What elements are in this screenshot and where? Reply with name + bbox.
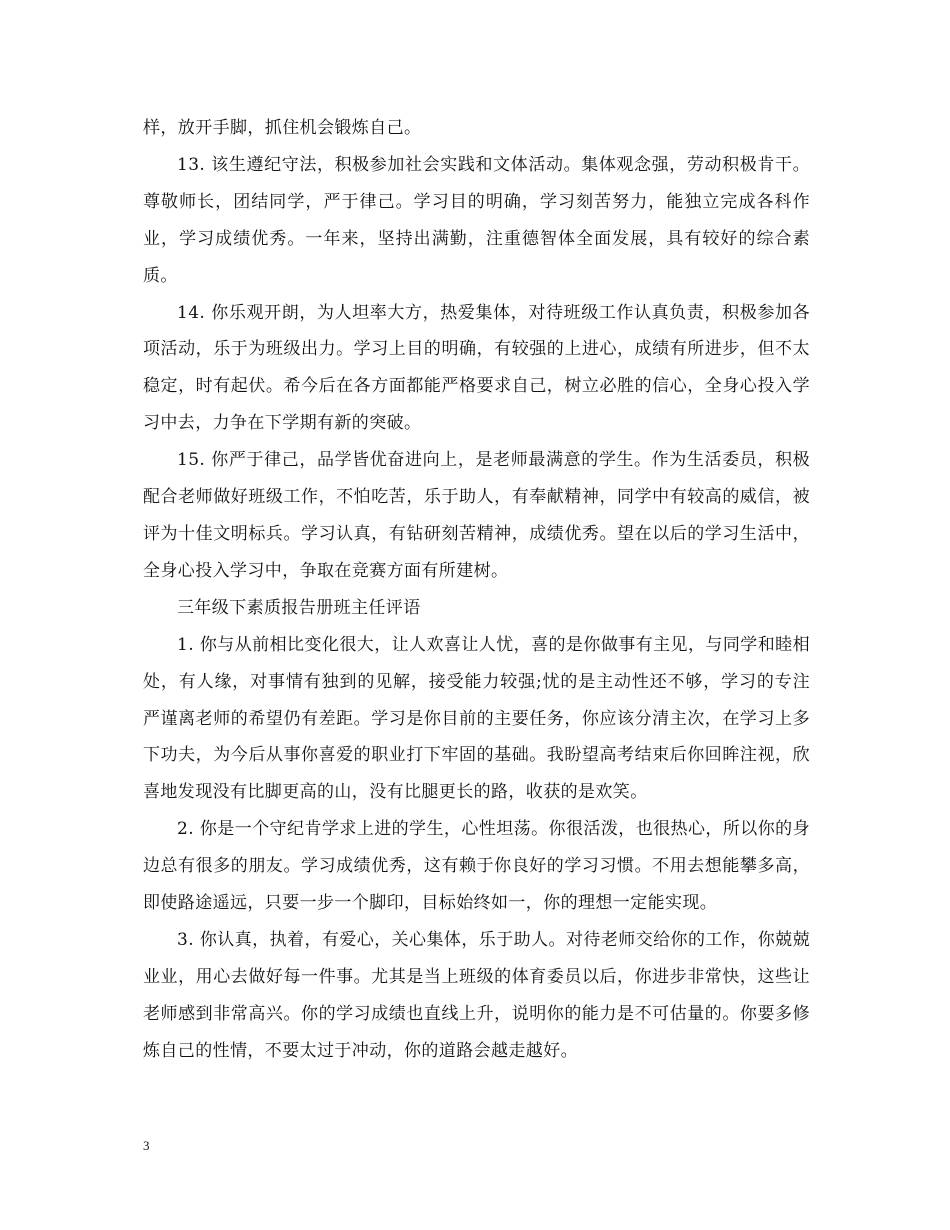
section-heading: 三年级下素质报告册班主任评语 [177, 597, 421, 618]
page-number: 3 [143, 1138, 150, 1153]
paragraph-comment-15: 15. 你严于律己，品学皆优奋进向上，是老师最满意的学生。作为生活委员，积极配合老师做好班级工作，不怕吃苦，乐于助人，有奉献精神，同学中有较高的威信，被评为十佳文明标兵。学习认真，有钻研刻苦精神，成绩优秀。望在以后的学习生活中，全身心投入学习中，争取在竞赛方面有所建树。 [143, 450, 810, 581]
paragraph-comment-14: 14. 你乐观开朗，为人坦率大方，热爱集体，对待班级工作认真负责，积极参加各项活动，乐于为班级出力。学习上目的明确，有较强的上进心，成绩有所进步，但不太稳定，时有起伏。希今后在各方面都能严格要求自己，树立必胜的信心，全身心投入学习中去，力争在下学期有新的突破。 [143, 302, 810, 434]
paragraph-comment-2: 2. 你是一个守纪肯学求上进的学生，心性坦荡。你很活泼，也很热心，所以你的身边总有很多的朋友。学习成绩优秀，这有赖于你良好的学习习惯。不用去想能攀多高，即使路途遥远，只要一步一个脚印，目标始终如一，你的理想一定能实现。 [143, 819, 810, 914]
document-body [143, 110, 810, 1070]
paragraph-comment-3: 3. 你认真，执着，有爱心，关心集体，乐于助人。对待老师交给你的工作，你兢兢业业，用心去做好每一件事。尤其是当上班级的体育委员以后，你进步非常快，这些让老师感到非常高兴。你的学习成绩也直线上升，说明你的能力是不可估量的。你要多修炼自己的性情，不要太过于冲动，你的道路会越走越好。 [143, 929, 810, 1061]
paragraph-comment-13: 13. 该生遵纪守法，积极参加社会实践和文体活动。集体观念强，劳动积极肯干。尊敬师长，团结同学，严于律己。学习目的明确，学习刻苦努力，能独立完成各科作业，学习成绩优秀。一年来，坚持出满勤，注重德智体全面发展，具有较好的综合素质。 [143, 154, 810, 286]
paragraph-comment-1: 1. 你与从前相比变化很大，让人欢喜让人忧，喜的是你做事有主见，与同学和睦相处，有人缘，对事情有独到的见解，接受能力较强;忧的是主动性还不够，学习的专注严谨离老师的希望仍有差距。学习是你目前的主要任务，你应该分清主次，在学习上多下功夫，为今后从事你喜爱的职业打下牢固的基础。我盼望高考结束后你回眸注视，欣喜地发现没有比脚更高的山，没有比腿更长的路，收获的是欢笑。 [143, 634, 810, 803]
paragraph-continuation: 样，放开手脚，抓住机会锻炼自己。 [143, 118, 422, 138]
